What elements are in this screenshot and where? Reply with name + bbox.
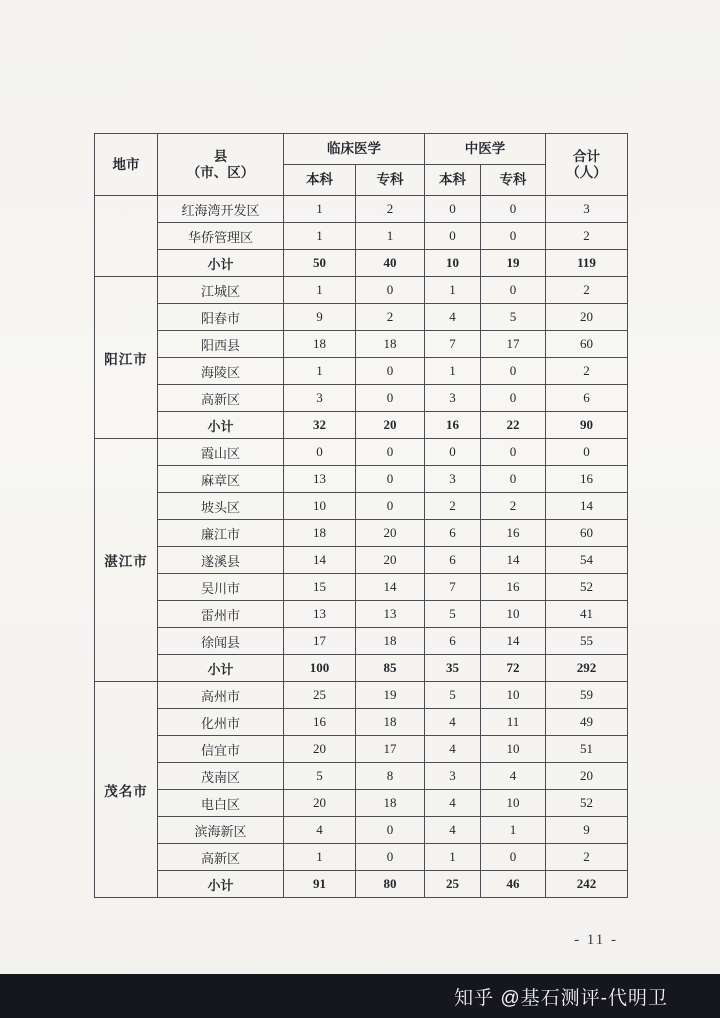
value-cell: 4 bbox=[481, 763, 546, 790]
county-cell: 电白区 bbox=[158, 790, 284, 817]
value-cell: 16 bbox=[546, 466, 628, 493]
region-cell: 茂名市 bbox=[95, 682, 158, 898]
value-cell: 90 bbox=[546, 412, 628, 439]
county-cell: 高新区 bbox=[158, 844, 284, 871]
value-cell: 9 bbox=[546, 817, 628, 844]
county-cell: 高州市 bbox=[158, 682, 284, 709]
value-cell: 0 bbox=[481, 277, 546, 304]
value-cell: 0 bbox=[425, 223, 481, 250]
table-row bbox=[95, 574, 628, 601]
value-cell: 2 bbox=[356, 304, 425, 331]
header-county bbox=[158, 134, 284, 196]
value-cell: 3 bbox=[546, 196, 628, 223]
value-cell: 60 bbox=[546, 331, 628, 358]
county-cell: 麻章区 bbox=[158, 466, 284, 493]
value-cell: 0 bbox=[481, 358, 546, 385]
county-cell: 阳西县 bbox=[158, 331, 284, 358]
value-cell: 6 bbox=[546, 385, 628, 412]
table-row bbox=[95, 844, 628, 871]
value-cell: 14 bbox=[546, 493, 628, 520]
value-cell: 3 bbox=[284, 385, 356, 412]
value-cell: 10 bbox=[481, 736, 546, 763]
header-county-line1: 县 bbox=[213, 148, 228, 164]
value-cell: 5 bbox=[481, 304, 546, 331]
value-cell: 4 bbox=[425, 709, 481, 736]
value-cell: 13 bbox=[284, 601, 356, 628]
value-cell: 11 bbox=[481, 709, 546, 736]
value-cell: 0 bbox=[425, 196, 481, 223]
county-cell: 信宜市 bbox=[158, 736, 284, 763]
header-clinical-medicine: 临床医学 bbox=[284, 134, 425, 165]
table-row bbox=[95, 385, 628, 412]
value-cell: 0 bbox=[356, 439, 425, 466]
county-cell: 滨海新区 bbox=[158, 817, 284, 844]
value-cell: 50 bbox=[284, 250, 356, 277]
subtotal-row bbox=[95, 655, 628, 682]
header-total bbox=[546, 134, 628, 196]
value-cell: 20 bbox=[356, 520, 425, 547]
value-cell: 10 bbox=[481, 790, 546, 817]
subtotal-row bbox=[95, 412, 628, 439]
value-cell: 10 bbox=[284, 493, 356, 520]
value-cell: 0 bbox=[546, 439, 628, 466]
header-row-1 bbox=[95, 134, 628, 165]
value-cell: 2 bbox=[546, 358, 628, 385]
value-cell: 6 bbox=[425, 628, 481, 655]
value-cell: 16 bbox=[425, 412, 481, 439]
value-cell: 5 bbox=[425, 601, 481, 628]
county-cell: 遂溪县 bbox=[158, 547, 284, 574]
value-cell: 35 bbox=[425, 655, 481, 682]
value-cell: 13 bbox=[284, 466, 356, 493]
county-cell: 江城区 bbox=[158, 277, 284, 304]
table-row bbox=[95, 628, 628, 655]
value-cell: 0 bbox=[481, 385, 546, 412]
value-cell: 49 bbox=[546, 709, 628, 736]
value-cell: 55 bbox=[546, 628, 628, 655]
table-row bbox=[95, 358, 628, 385]
value-cell: 22 bbox=[481, 412, 546, 439]
subtotal-row bbox=[95, 250, 628, 277]
value-cell: 54 bbox=[546, 547, 628, 574]
value-cell: 1 bbox=[284, 844, 356, 871]
value-cell: 20 bbox=[284, 790, 356, 817]
watermark-bar bbox=[0, 974, 720, 1018]
value-cell: 60 bbox=[546, 520, 628, 547]
value-cell: 4 bbox=[284, 817, 356, 844]
value-cell: 16 bbox=[481, 574, 546, 601]
value-cell: 20 bbox=[546, 304, 628, 331]
value-cell: 10 bbox=[481, 601, 546, 628]
value-cell: 18 bbox=[284, 520, 356, 547]
county-cell: 徐闻县 bbox=[158, 628, 284, 655]
county-cell: 小计 bbox=[158, 871, 284, 898]
county-cell: 海陵区 bbox=[158, 358, 284, 385]
value-cell: 0 bbox=[356, 817, 425, 844]
enrollment-table bbox=[94, 133, 628, 898]
header-region: 地市 bbox=[95, 134, 158, 196]
header-total-line2: （人） bbox=[566, 164, 607, 180]
value-cell: 17 bbox=[284, 628, 356, 655]
value-cell: 1 bbox=[425, 277, 481, 304]
value-cell: 0 bbox=[481, 844, 546, 871]
value-cell: 16 bbox=[481, 520, 546, 547]
value-cell: 2 bbox=[546, 844, 628, 871]
value-cell: 1 bbox=[425, 844, 481, 871]
header-tcm-junior-college: 专科 bbox=[481, 165, 546, 196]
value-cell: 0 bbox=[481, 223, 546, 250]
table-row bbox=[95, 493, 628, 520]
table-row bbox=[95, 331, 628, 358]
table-row bbox=[95, 466, 628, 493]
value-cell: 2 bbox=[546, 277, 628, 304]
header-tcm: 中医学 bbox=[425, 134, 546, 165]
value-cell: 18 bbox=[356, 628, 425, 655]
value-cell: 6 bbox=[425, 547, 481, 574]
value-cell: 1 bbox=[356, 223, 425, 250]
county-cell: 高新区 bbox=[158, 385, 284, 412]
value-cell: 17 bbox=[481, 331, 546, 358]
value-cell: 1 bbox=[284, 223, 356, 250]
table-row bbox=[95, 196, 628, 223]
value-cell: 1 bbox=[284, 196, 356, 223]
table-row bbox=[95, 547, 628, 574]
value-cell: 18 bbox=[356, 790, 425, 817]
county-cell: 小计 bbox=[158, 655, 284, 682]
table-row bbox=[95, 277, 628, 304]
value-cell: 5 bbox=[425, 682, 481, 709]
value-cell: 4 bbox=[425, 736, 481, 763]
header-county-line2: （市、区） bbox=[186, 164, 255, 180]
value-cell: 4 bbox=[425, 304, 481, 331]
value-cell: 72 bbox=[481, 655, 546, 682]
value-cell: 18 bbox=[356, 331, 425, 358]
county-cell: 化州市 bbox=[158, 709, 284, 736]
value-cell: 0 bbox=[481, 196, 546, 223]
value-cell: 1 bbox=[425, 358, 481, 385]
value-cell: 9 bbox=[284, 304, 356, 331]
value-cell: 0 bbox=[356, 493, 425, 520]
value-cell: 19 bbox=[356, 682, 425, 709]
county-cell: 吴川市 bbox=[158, 574, 284, 601]
watermark-text: 知乎 @基石测评-代明卫 bbox=[454, 987, 668, 1009]
value-cell: 14 bbox=[481, 628, 546, 655]
value-cell: 4 bbox=[425, 790, 481, 817]
header-total-line1: 合计 bbox=[573, 148, 600, 164]
table-row bbox=[95, 736, 628, 763]
value-cell: 0 bbox=[284, 439, 356, 466]
region-cell: 湛江市 bbox=[95, 439, 158, 682]
value-cell: 0 bbox=[481, 466, 546, 493]
value-cell: 3 bbox=[425, 763, 481, 790]
value-cell: 7 bbox=[425, 574, 481, 601]
table-body bbox=[95, 196, 628, 898]
value-cell: 2 bbox=[356, 196, 425, 223]
table-header bbox=[95, 134, 628, 196]
region-cell bbox=[95, 196, 158, 277]
value-cell: 10 bbox=[425, 250, 481, 277]
header-tcm-undergraduate: 本科 bbox=[425, 165, 481, 196]
value-cell: 18 bbox=[284, 331, 356, 358]
value-cell: 5 bbox=[284, 763, 356, 790]
county-cell: 雷州市 bbox=[158, 601, 284, 628]
value-cell: 119 bbox=[546, 250, 628, 277]
value-cell: 2 bbox=[546, 223, 628, 250]
region-cell: 阳江市 bbox=[95, 277, 158, 439]
value-cell: 100 bbox=[284, 655, 356, 682]
value-cell: 52 bbox=[546, 790, 628, 817]
value-cell: 2 bbox=[481, 493, 546, 520]
value-cell: 80 bbox=[356, 871, 425, 898]
table-row bbox=[95, 223, 628, 250]
county-cell: 小计 bbox=[158, 412, 284, 439]
value-cell: 13 bbox=[356, 601, 425, 628]
value-cell: 14 bbox=[481, 547, 546, 574]
value-cell: 25 bbox=[425, 871, 481, 898]
value-cell: 7 bbox=[425, 331, 481, 358]
value-cell: 4 bbox=[425, 817, 481, 844]
value-cell: 20 bbox=[546, 763, 628, 790]
value-cell: 0 bbox=[356, 385, 425, 412]
value-cell: 1 bbox=[284, 277, 356, 304]
value-cell: 0 bbox=[356, 844, 425, 871]
value-cell: 0 bbox=[356, 466, 425, 493]
value-cell: 59 bbox=[546, 682, 628, 709]
value-cell: 2 bbox=[425, 493, 481, 520]
value-cell: 51 bbox=[546, 736, 628, 763]
header-clinical-junior-college: 专科 bbox=[356, 165, 425, 196]
county-cell: 阳春市 bbox=[158, 304, 284, 331]
county-cell: 霞山区 bbox=[158, 439, 284, 466]
value-cell: 20 bbox=[356, 547, 425, 574]
value-cell: 41 bbox=[546, 601, 628, 628]
header-clinical-undergraduate: 本科 bbox=[284, 165, 356, 196]
county-cell: 茂南区 bbox=[158, 763, 284, 790]
table-row bbox=[95, 709, 628, 736]
value-cell: 292 bbox=[546, 655, 628, 682]
value-cell: 52 bbox=[546, 574, 628, 601]
value-cell: 242 bbox=[546, 871, 628, 898]
value-cell: 1 bbox=[284, 358, 356, 385]
value-cell: 20 bbox=[356, 412, 425, 439]
value-cell: 0 bbox=[425, 439, 481, 466]
table-row bbox=[95, 790, 628, 817]
table-row bbox=[95, 520, 628, 547]
value-cell: 20 bbox=[284, 736, 356, 763]
value-cell: 14 bbox=[284, 547, 356, 574]
value-cell: 1 bbox=[481, 817, 546, 844]
county-cell: 坡头区 bbox=[158, 493, 284, 520]
value-cell: 0 bbox=[356, 358, 425, 385]
county-cell: 华侨管理区 bbox=[158, 223, 284, 250]
value-cell: 40 bbox=[356, 250, 425, 277]
value-cell: 6 bbox=[425, 520, 481, 547]
value-cell: 15 bbox=[284, 574, 356, 601]
page-number: - 11 - bbox=[574, 932, 618, 948]
value-cell: 19 bbox=[481, 250, 546, 277]
value-cell: 0 bbox=[356, 277, 425, 304]
value-cell: 17 bbox=[356, 736, 425, 763]
table-row bbox=[95, 763, 628, 790]
county-cell: 小计 bbox=[158, 250, 284, 277]
value-cell: 3 bbox=[425, 385, 481, 412]
value-cell: 85 bbox=[356, 655, 425, 682]
county-cell: 廉江市 bbox=[158, 520, 284, 547]
subtotal-row bbox=[95, 871, 628, 898]
table-row bbox=[95, 304, 628, 331]
value-cell: 25 bbox=[284, 682, 356, 709]
value-cell: 10 bbox=[481, 682, 546, 709]
value-cell: 32 bbox=[284, 412, 356, 439]
value-cell: 16 bbox=[284, 709, 356, 736]
table-row bbox=[95, 682, 628, 709]
value-cell: 14 bbox=[356, 574, 425, 601]
value-cell: 18 bbox=[356, 709, 425, 736]
value-cell: 46 bbox=[481, 871, 546, 898]
value-cell: 0 bbox=[481, 439, 546, 466]
county-cell: 红海湾开发区 bbox=[158, 196, 284, 223]
value-cell: 8 bbox=[356, 763, 425, 790]
table-row bbox=[95, 601, 628, 628]
table-row bbox=[95, 439, 628, 466]
table-row bbox=[95, 817, 628, 844]
value-cell: 91 bbox=[284, 871, 356, 898]
value-cell: 3 bbox=[425, 466, 481, 493]
